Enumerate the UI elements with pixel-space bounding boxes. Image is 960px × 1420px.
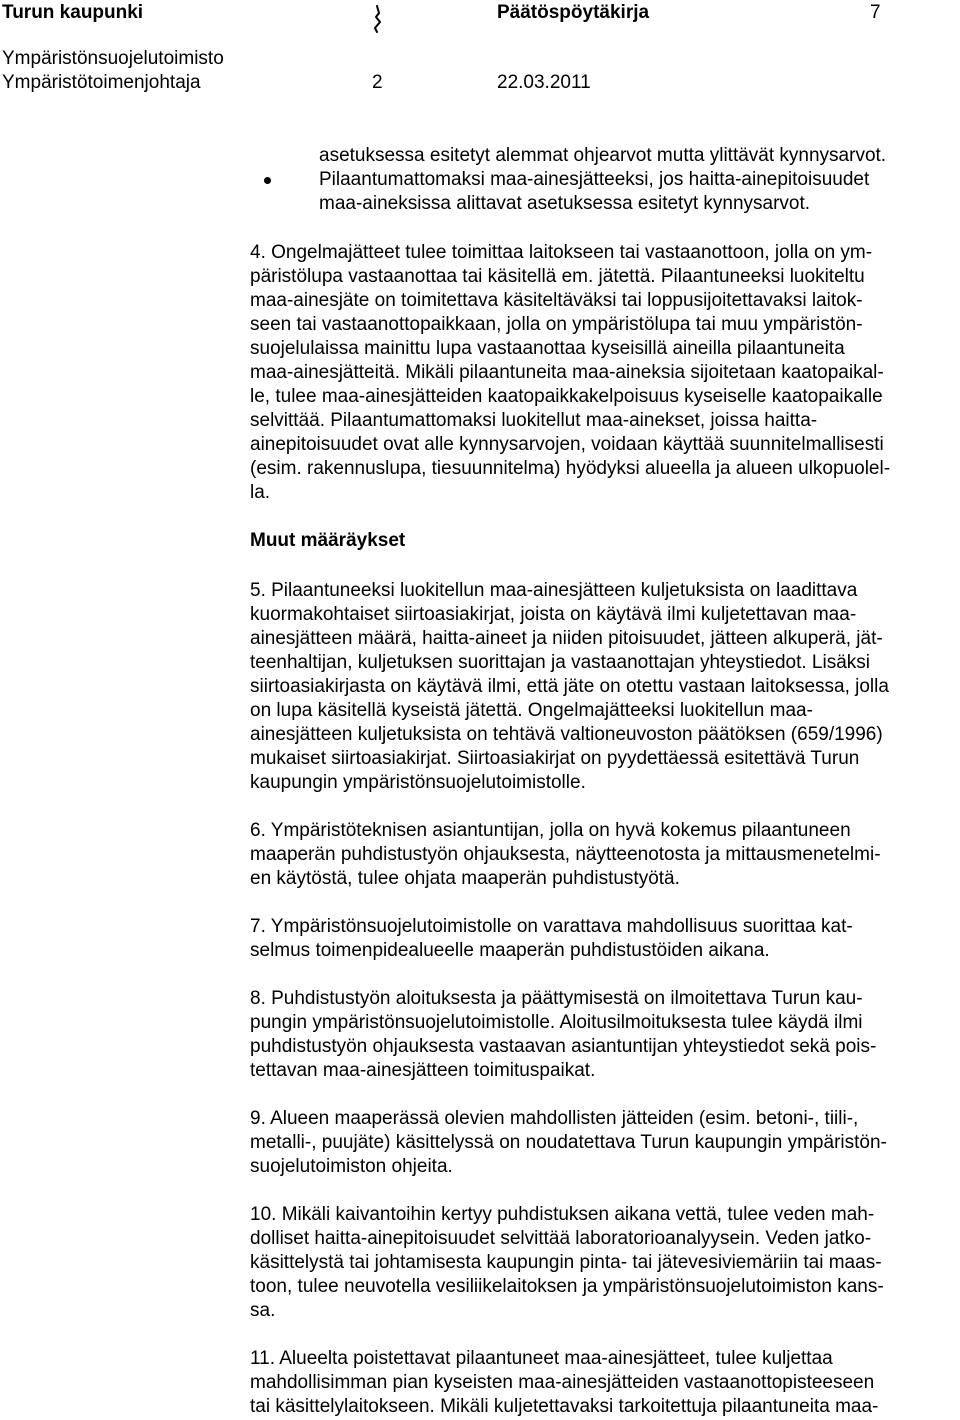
- text-line: on lupa käsitellä kyseistä jätettä. Ongelmajätteeksi luokitellun maa-: [250, 700, 813, 721]
- text-line: ainesjätteen kuljetuksista on tehtävä valtioneuvoston päätöksen (659/1996): [250, 724, 883, 745]
- text-line: 6. Ympäristöteknisen asiantuntijan, jolla on hyvä kokemus pilaantuneen: [250, 820, 851, 841]
- text-line: toon, tulee neuvotella vesiliikelaitoksen ja ympäristönsuojelutoimiston kans-: [250, 1276, 884, 1297]
- text-line: tai käsittelylaitokseen. Mikäli kuljetettavaksi tarkoitettuja pilaantuneita maa-: [250, 1396, 879, 1417]
- text-line: dolliset haitta-ainepitoisuudet selvittää laboratorioanalyysein. Veden jatko-: [250, 1228, 872, 1249]
- text-line: maaperän puhdistustyön ohjauksesta, näytteenotosta ja mittausmenetelmi-: [250, 844, 881, 865]
- text-line: puhdistustyön ohjauksesta vastaavan asiantuntijan yhteystiedot sekä pois-: [250, 1036, 877, 1057]
- text-line: käsittelystä tai johtamisesta kaupungin pinta- tai jätevesiviemäriin tai maas-: [250, 1252, 882, 1273]
- text-line: mahdollisimman pian kyseisten maa-ainesjätteiden vastaanottopisteeseen: [250, 1372, 875, 1393]
- text-line: 7. Ympäristönsuojelutoimistolle on varattava mahdollisuus suorittaa kat-: [250, 916, 853, 937]
- item-8-paragraph: [250, 987, 950, 1083]
- text-line: (esim. rakennuslupa, tiesuunnitelma) hyödyksi alueella ja alueen ulkopuolel-: [250, 458, 891, 479]
- item-7-paragraph: [250, 915, 950, 963]
- intro-line-1: asetuksessa esitetyt alemmat ohjearvot mutta ylittävät kynnysarvot.: [319, 145, 887, 166]
- text-line: 10. Mikäli kaivantoihin kertyy puhdistuksen aikana vettä, tulee veden mah-: [250, 1204, 875, 1225]
- text-line: 5. Pilaantuneeksi luokitellun maa-ainesjätteen kuljetuksista on laadittava: [250, 580, 858, 601]
- text-line: la.: [250, 482, 271, 503]
- intro-line-3: maa-aineksissa alittavat asetuksessa esitetyt kynnysarvot.: [319, 193, 811, 214]
- text-line: kuormakohtaiset siirtoasiakirjat, joista on käytävä ilmi kuljetettavan maa-: [250, 604, 857, 625]
- text-line: maa-ainesjäte on toimitettava käsiteltäväksi tai loppusijoitettavaksi laitok-: [250, 290, 863, 311]
- header-org: Turun kaupunki: [2, 2, 144, 23]
- text-line: mukaiset siirtoasiakirjat. Siirtoasiakirjat on pyydettäessä esitettävä Turun: [250, 748, 860, 769]
- item-11-paragraph: [250, 1347, 950, 1419]
- text-line: teenhaltijan, kuljetuksen suorittajan ja vastaanottajan yhteystiedot. Lisäksi: [250, 652, 870, 673]
- text-line: en käytöstä, tulee ohjata maaperän puhdistustyötä.: [250, 868, 680, 889]
- text-line: selmus toimenpidealueelle maaperän puhdistustöiden aikana.: [250, 940, 770, 961]
- item-9-paragraph: [250, 1107, 950, 1179]
- text-line: 8. Puhdistustyön aloituksesta ja päättymisestä on ilmoitettava Turun kau-: [250, 988, 863, 1009]
- text-line: siirtoasiakirjasta on käytävä ilmi, että jäte on otettu vastaan laitoksessa, jolla: [250, 676, 889, 697]
- item-4-paragraph: [250, 241, 950, 505]
- intro-line-2: Pilaantumattomaksi maa-ainesjätteeksi, jos haitta-ainepitoisuudet: [319, 169, 870, 190]
- bullet-icon: [264, 177, 271, 184]
- text-line: seen tai vastaanottopaikkaan, jolla on ympäristölupa tai muu ympäristön-: [250, 314, 863, 335]
- text-line: pungin ympäristönsuojelutoimistolle. Aloitusilmoituksesta tulee käydä ilmi: [250, 1012, 863, 1033]
- text-line: suojelulaissa mainittu lupa vastaanottaa kyseisillä aineilla pilaantuneita: [250, 338, 845, 359]
- text-line: 9. Alueen maaperässä olevien mahdollisten jätteiden (esim. betoni-, tiili-,: [250, 1108, 859, 1129]
- header-department: Ympäristönsuojelutoimisto: [2, 48, 224, 69]
- header-page-number: 7: [870, 2, 881, 23]
- header-official: Ympäristötoimenjohtaja: [2, 72, 201, 93]
- header-section-number: 2: [372, 72, 383, 93]
- text-line: suojelutoimiston ohjeita.: [250, 1156, 453, 1177]
- text-line: ainesjätteen määrä, haitta-aineet ja niiden pitoisuudet, jätteen alkuperä, jät-: [250, 628, 883, 649]
- text-line: le, tulee maa-ainesjätteiden kaatopaikkakelpoisuus kyseiselle kaatopaikalle: [250, 386, 883, 407]
- text-line: maa-ainesjätteitä. Mikäli pilaantuneita maa-aineksia sijoitetaan kaatopaikal-: [250, 362, 884, 383]
- text-line: päristölupa vastaanottaa tai käsitellä em. jätettä. Pilaantuneeksi luokiteltu: [250, 266, 865, 287]
- item-5-paragraph: [250, 579, 950, 795]
- header-doc-type: Päätöspöytäkirja: [497, 2, 650, 23]
- text-line: tettavan maa-ainesjätteen toimituspaikat.: [250, 1060, 596, 1081]
- text-line: metalli-, puujäte) käsittelyssä on noudatettava Turun kaupungin ympäristön-: [250, 1132, 887, 1153]
- text-line: ainepitoisuudet ovat alle kynnysarvojen, voidaan käyttää suunnitelmallisesti: [250, 434, 884, 455]
- city-crest-icon: [366, 4, 388, 34]
- item-10-paragraph: [250, 1203, 950, 1323]
- text-line: 11. Alueelta poistettavat pilaantuneet maa-ainesjätteet, tulee kuljettaa: [250, 1348, 833, 1369]
- text-line: kaupungin ympäristönsuojelutoimistolle.: [250, 772, 586, 793]
- text-line: selvittää. Pilaantumattomaksi luokitellut maa-ainekset, joissa haitta-: [250, 410, 818, 431]
- header-date: 22.03.2011: [497, 72, 591, 93]
- item-6-paragraph: [250, 819, 950, 891]
- section-heading: Muut määräykset: [250, 530, 406, 551]
- text-line: 4. Ongelmajätteet tulee toimittaa laitokseen tai vastaanottoon, jolla on ym-: [250, 242, 873, 263]
- text-line: sa.: [250, 1300, 276, 1321]
